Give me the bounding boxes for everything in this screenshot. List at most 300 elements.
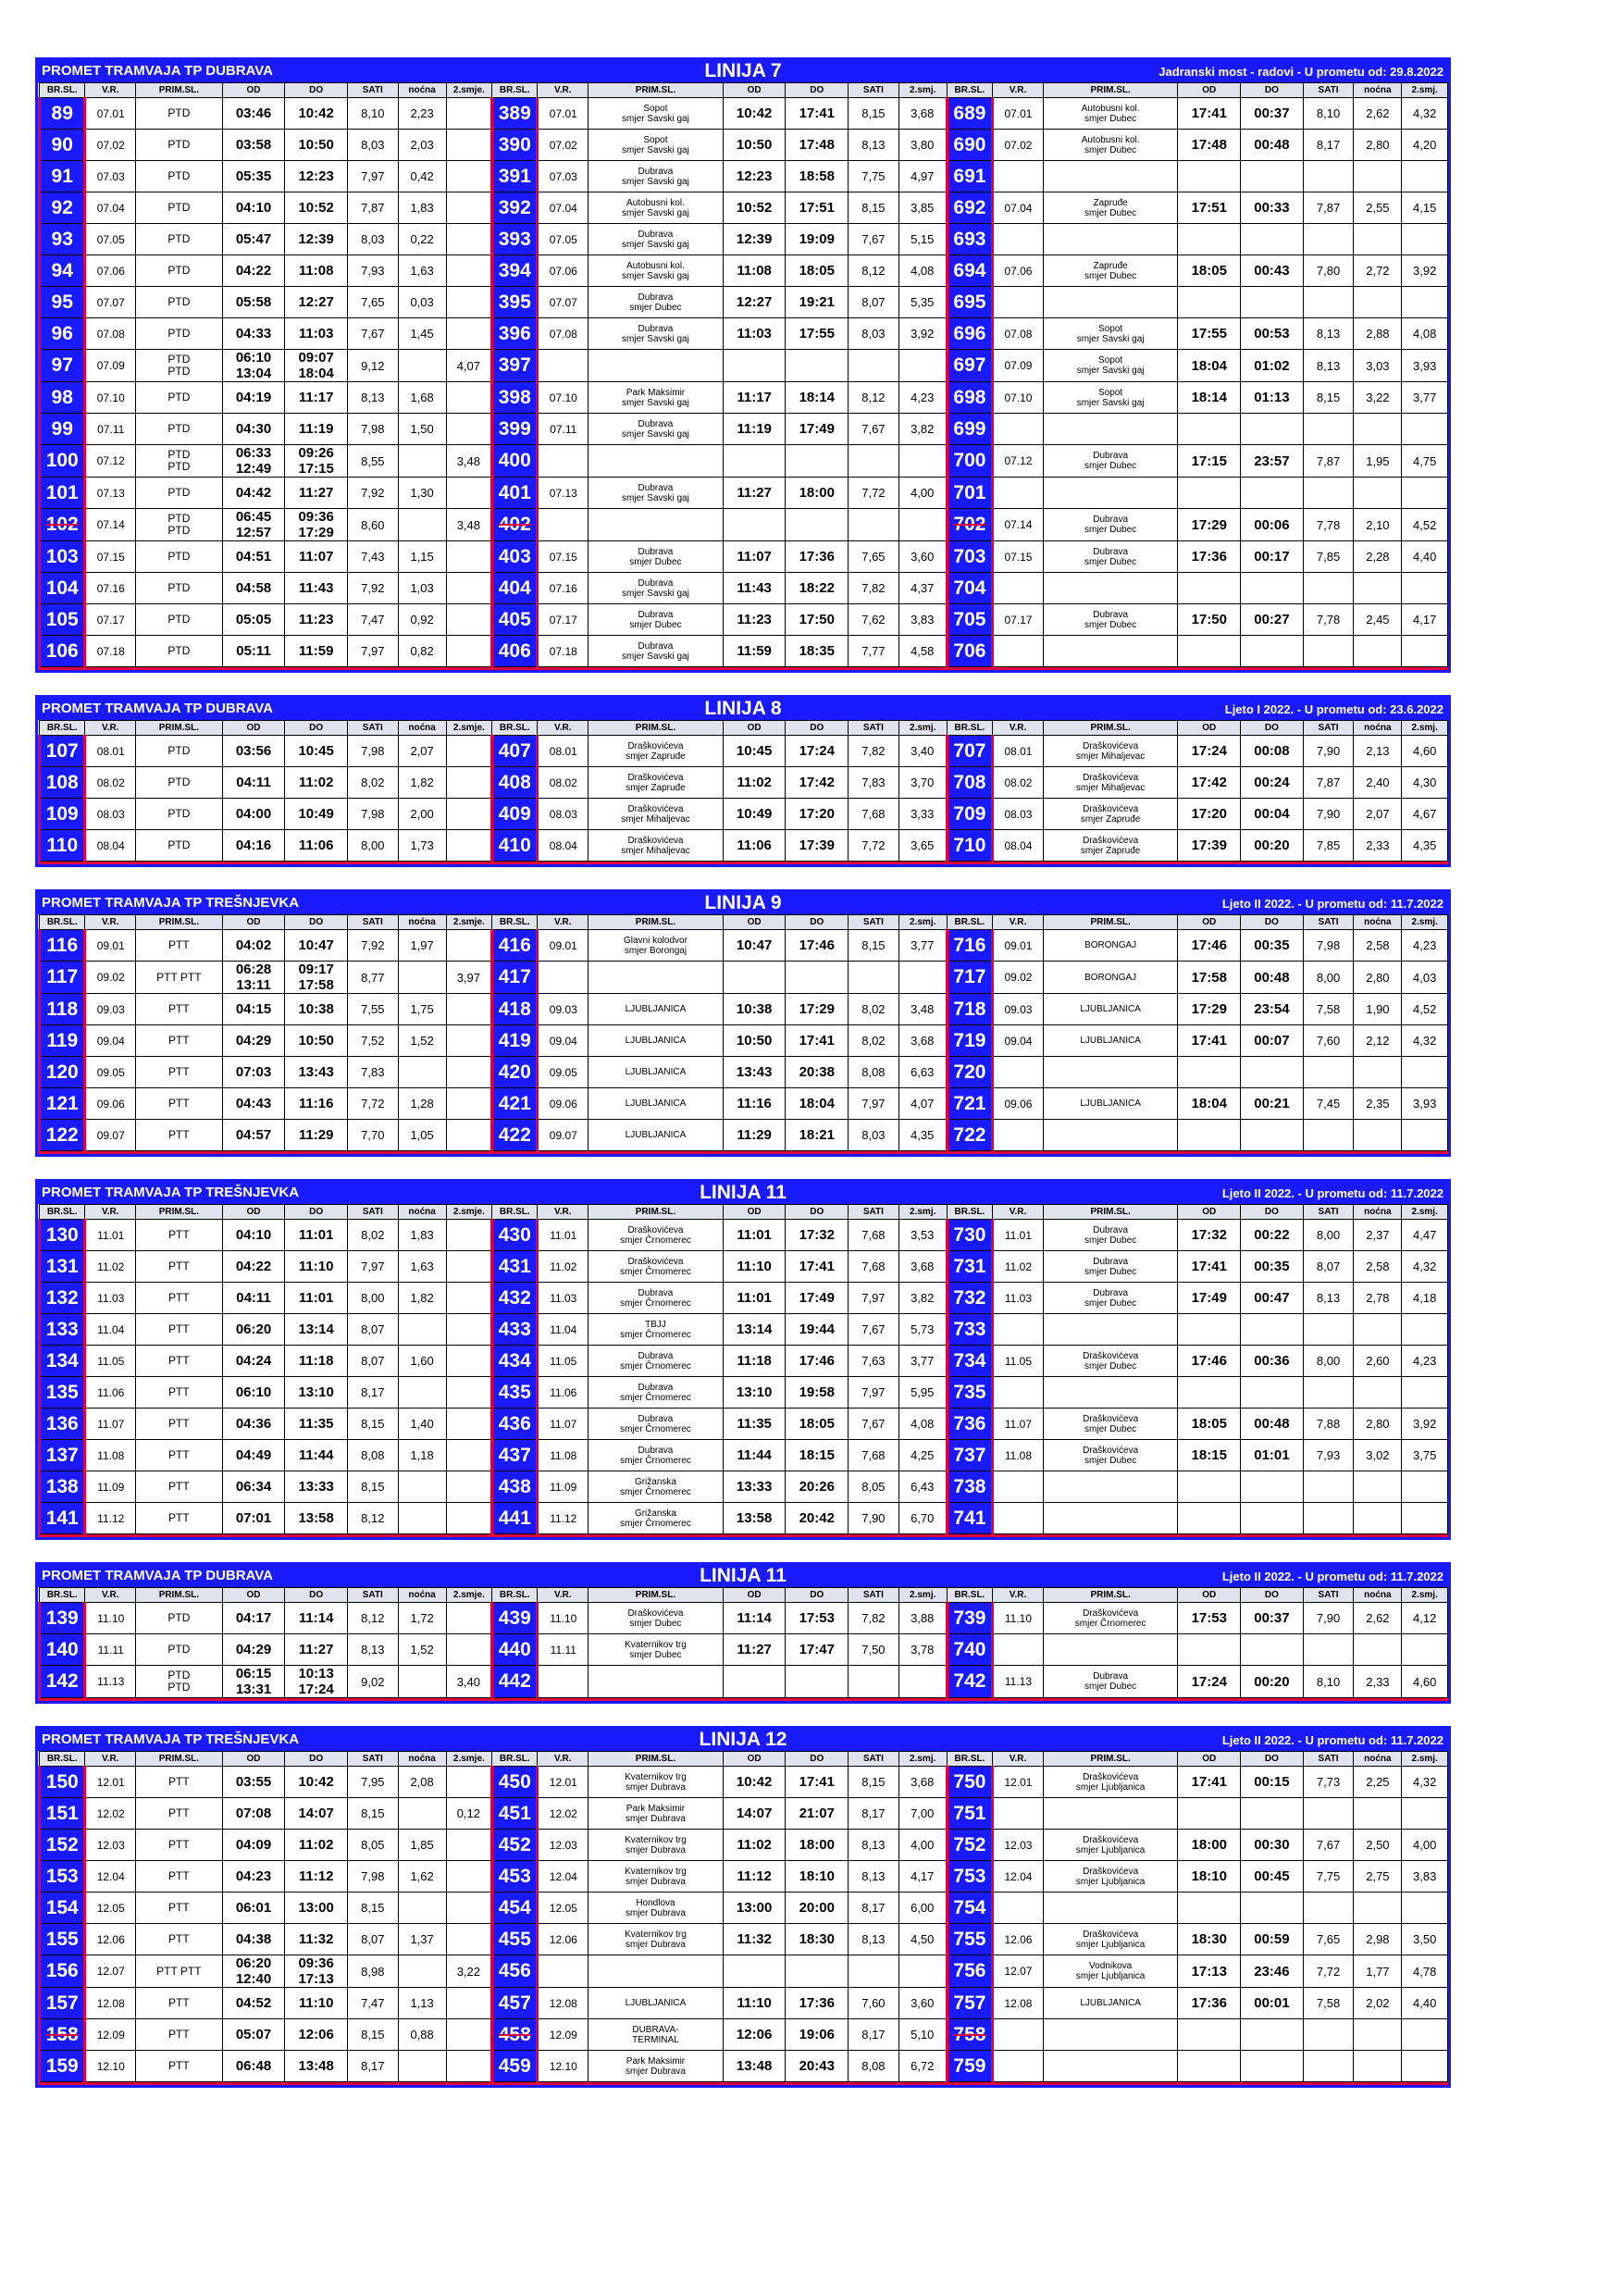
hours-cell: 7,90 bbox=[1303, 736, 1354, 767]
hours-cell: 8,08 bbox=[849, 2051, 899, 2082]
time-cell: 17:41 bbox=[786, 1251, 849, 1283]
time-cell: 17:32 bbox=[1178, 1220, 1241, 1251]
table-row bbox=[40, 1830, 1448, 1861]
route-code: 07.18 bbox=[85, 636, 136, 667]
time-cell: 17:13 bbox=[1178, 1955, 1241, 1988]
time-cell: 19:44 bbox=[786, 1314, 849, 1346]
column-header: BR.SL. bbox=[492, 915, 538, 930]
hours-cell: 3,92 bbox=[1402, 255, 1448, 287]
time-cell: 13:10 bbox=[723, 1377, 786, 1409]
handover-point bbox=[1043, 573, 1178, 604]
hours-cell bbox=[1354, 1377, 1402, 1409]
time-cell bbox=[723, 445, 786, 478]
handover-point bbox=[1043, 1120, 1178, 1151]
run-number: 750 bbox=[947, 1767, 992, 1798]
column-header: SATI bbox=[347, 1205, 398, 1220]
column-header: OD bbox=[222, 1752, 285, 1767]
time-cell: 13:14 bbox=[285, 1314, 348, 1346]
column-header: PRIM.SL. bbox=[1043, 721, 1178, 736]
hours-cell: 2,23 bbox=[398, 98, 446, 130]
route-code: 11.06 bbox=[538, 1377, 588, 1409]
handover-point bbox=[1043, 1314, 1178, 1346]
hours-cell bbox=[398, 1057, 446, 1088]
route-code bbox=[993, 1798, 1044, 1830]
run-number: 738 bbox=[947, 1471, 992, 1503]
hours-cell bbox=[1402, 1503, 1448, 1534]
time-cell: 11:07 bbox=[285, 541, 348, 573]
hours-cell: 7,67 bbox=[849, 1409, 899, 1440]
route-code: 09.06 bbox=[85, 1088, 136, 1120]
run-number: 397 bbox=[492, 350, 538, 382]
time-cell bbox=[1241, 287, 1304, 318]
time-cell bbox=[1241, 1893, 1304, 1924]
hours-cell bbox=[1402, 1471, 1448, 1503]
time-cell: 11:32 bbox=[723, 1924, 786, 1955]
route-code: 09.04 bbox=[85, 1025, 136, 1057]
run-number: 390 bbox=[492, 130, 538, 161]
time-cell: 19:21 bbox=[786, 287, 849, 318]
route-code bbox=[993, 1377, 1044, 1409]
hours-cell bbox=[1303, 573, 1354, 604]
hours-cell: 7,93 bbox=[1303, 1440, 1354, 1471]
hours-cell: 4,07 bbox=[446, 350, 491, 382]
table-row bbox=[40, 255, 1448, 287]
route-code: 08.01 bbox=[538, 736, 588, 767]
column-header: 2.smje. bbox=[446, 1752, 491, 1767]
hours-cell: 7,85 bbox=[1303, 830, 1354, 862]
table-row bbox=[40, 2019, 1448, 2051]
column-header: PRIM.SL. bbox=[1043, 1205, 1178, 1220]
hours-cell: 7,47 bbox=[347, 1988, 398, 2019]
time-cell: 04:43 bbox=[222, 1088, 285, 1120]
depot-code: PTD bbox=[136, 636, 223, 667]
column-header: PRIM.SL. bbox=[136, 1205, 223, 1220]
route-code: 07.06 bbox=[538, 255, 588, 287]
run-number: 393 bbox=[492, 224, 538, 255]
time-cell: 18:05 bbox=[786, 1409, 849, 1440]
time-cell bbox=[1178, 1120, 1241, 1151]
run-number: 731 bbox=[947, 1251, 992, 1283]
time-cell: 17:49 bbox=[786, 414, 849, 445]
time-cell bbox=[1178, 478, 1241, 509]
time-cell: 00:01 bbox=[1241, 1988, 1304, 2019]
hours-cell: 7,47 bbox=[347, 604, 398, 636]
column-header: V.R. bbox=[993, 1752, 1044, 1767]
column-header: DO bbox=[1241, 1752, 1304, 1767]
column-header: BR.SL. bbox=[40, 1588, 85, 1603]
hours-cell: 2,45 bbox=[1354, 604, 1402, 636]
hours-cell: 3,92 bbox=[1402, 1409, 1448, 1440]
hours-cell bbox=[1402, 2019, 1448, 2051]
run-number: 141 bbox=[40, 1503, 85, 1534]
time-cell: 18:30 bbox=[1178, 1924, 1241, 1955]
hours-cell bbox=[446, 1440, 491, 1471]
column-header: SATI bbox=[347, 1752, 398, 1767]
route-code: 07.03 bbox=[85, 161, 136, 192]
hours-cell bbox=[1402, 2051, 1448, 2082]
section-bottom-rule bbox=[38, 862, 1448, 864]
table-row bbox=[40, 445, 1448, 478]
hours-cell bbox=[446, 192, 491, 224]
hours-cell bbox=[398, 1377, 446, 1409]
time-cell: 04:29 bbox=[222, 1634, 285, 1666]
route-code: 11.04 bbox=[538, 1314, 588, 1346]
hours-cell: 8,60 bbox=[347, 509, 398, 541]
hours-cell: 2,37 bbox=[1354, 1220, 1402, 1251]
hours-cell: 1,13 bbox=[398, 1988, 446, 2019]
handover-point: Draškovićeva smjer Dubec bbox=[588, 1603, 724, 1634]
time-cell: 04:10 bbox=[222, 192, 285, 224]
line-title: LINIJA 12 bbox=[699, 1729, 787, 1750]
column-header: SATI bbox=[849, 721, 899, 736]
hours-cell: 8,02 bbox=[347, 1220, 398, 1251]
hours-cell: 7,97 bbox=[347, 636, 398, 667]
hours-cell: 8,17 bbox=[347, 2051, 398, 2082]
run-number: 137 bbox=[40, 1440, 85, 1471]
table-row bbox=[40, 1283, 1448, 1314]
run-number: 439 bbox=[492, 1603, 538, 1634]
time-cell: 11:08 bbox=[285, 255, 348, 287]
route-code bbox=[538, 962, 588, 994]
hours-cell: 0,12 bbox=[446, 1798, 491, 1830]
time-cell: 13:48 bbox=[285, 2051, 348, 2082]
run-number: 401 bbox=[492, 478, 538, 509]
time-cell: 00:33 bbox=[1241, 192, 1304, 224]
column-header: BR.SL. bbox=[947, 1752, 992, 1767]
hours-cell bbox=[849, 509, 899, 541]
column-header: OD bbox=[222, 1588, 285, 1603]
hours-cell: 7,82 bbox=[849, 736, 899, 767]
handover-point bbox=[1043, 478, 1178, 509]
hours-cell: 4,60 bbox=[1402, 736, 1448, 767]
hours-cell bbox=[1303, 1503, 1354, 1534]
column-header: SATI bbox=[1303, 1205, 1354, 1220]
time-cell: 00:48 bbox=[1241, 962, 1304, 994]
hours-cell bbox=[1354, 224, 1402, 255]
run-number: 722 bbox=[947, 1120, 992, 1151]
column-header: OD bbox=[1178, 915, 1241, 930]
run-number: 422 bbox=[492, 1120, 538, 1151]
time-cell: 04:57 bbox=[222, 1120, 285, 1151]
time-cell: 13:10 bbox=[285, 1377, 348, 1409]
handover-point: Hondlova smjer Dubrava bbox=[588, 1893, 724, 1924]
time-cell: 11:29 bbox=[723, 1120, 786, 1151]
hours-cell bbox=[1303, 1798, 1354, 1830]
column-header: OD bbox=[222, 83, 285, 98]
time-cell: 00:20 bbox=[1241, 1666, 1304, 1698]
route-code: 08.04 bbox=[85, 830, 136, 862]
handover-point bbox=[1043, 287, 1178, 318]
hours-cell: 4,67 bbox=[1402, 799, 1448, 830]
hours-cell bbox=[446, 1025, 491, 1057]
run-number: 692 bbox=[947, 192, 992, 224]
time-cell: 18:35 bbox=[786, 636, 849, 667]
hours-cell: 8,00 bbox=[347, 830, 398, 862]
time-cell: 05:35 bbox=[222, 161, 285, 192]
column-header: DO bbox=[285, 83, 348, 98]
hours-cell: 8,08 bbox=[347, 1440, 398, 1471]
time-cell bbox=[1241, 1377, 1304, 1409]
hours-cell bbox=[446, 130, 491, 161]
route-code: 11.01 bbox=[85, 1220, 136, 1251]
hours-cell: 2,72 bbox=[1354, 255, 1402, 287]
depot-label: PROMET TRAMVAJA TP DUBRAVA bbox=[42, 1568, 274, 1583]
hours-cell: 4,40 bbox=[1402, 541, 1448, 573]
hours-cell: 7,43 bbox=[347, 541, 398, 573]
column-header: DO bbox=[285, 915, 348, 930]
depot-code: PTT PTT bbox=[136, 962, 223, 994]
column-header: SATI bbox=[347, 1588, 398, 1603]
table-row bbox=[40, 1893, 1448, 1924]
time-cell: 11:12 bbox=[285, 1861, 348, 1893]
column-header: DO bbox=[786, 915, 849, 930]
column-header: OD bbox=[222, 721, 285, 736]
hours-cell: 4,35 bbox=[898, 1120, 947, 1151]
route-code: 08.04 bbox=[993, 830, 1044, 862]
hours-cell: 6,72 bbox=[898, 2051, 947, 2082]
time-cell: 13:14 bbox=[723, 1314, 786, 1346]
hours-cell: 4,00 bbox=[898, 478, 947, 509]
column-header: OD bbox=[1178, 1588, 1241, 1603]
handover-point: Draškovićeva smjer Ljubljanica bbox=[1043, 1924, 1178, 1955]
route-code: 09.03 bbox=[85, 994, 136, 1025]
run-number: 101 bbox=[40, 478, 85, 509]
schedule-section bbox=[35, 1726, 1451, 2088]
handover-point: BORONGAJ bbox=[1043, 930, 1178, 962]
depot-code: PTD PTD bbox=[136, 445, 223, 478]
time-cell: 17:42 bbox=[786, 767, 849, 799]
hours-cell bbox=[398, 509, 446, 541]
hours-cell bbox=[446, 1409, 491, 1440]
column-header: DO bbox=[786, 721, 849, 736]
route-code: 11.13 bbox=[993, 1666, 1044, 1698]
hours-cell bbox=[1354, 2019, 1402, 2051]
hours-cell: 4,32 bbox=[1402, 1025, 1448, 1057]
hours-cell bbox=[898, 1666, 947, 1698]
route-code: 08.03 bbox=[993, 799, 1044, 830]
table-row bbox=[40, 161, 1448, 192]
time-cell bbox=[1178, 573, 1241, 604]
hours-cell: 7,98 bbox=[1303, 930, 1354, 962]
route-code: 12.10 bbox=[85, 2051, 136, 2082]
depot-code: PTD bbox=[136, 767, 223, 799]
hours-cell bbox=[446, 799, 491, 830]
hours-cell bbox=[849, 445, 899, 478]
validity-note: Ljeto II 2022. - U prometu od: 11.7.2022 bbox=[1221, 1733, 1443, 1747]
run-number: 719 bbox=[947, 1025, 992, 1057]
depot-code: PTT bbox=[136, 1988, 223, 2019]
time-cell: 17:39 bbox=[786, 830, 849, 862]
handover-point: Glavni kolodvor smjer Borongaj bbox=[588, 930, 724, 962]
hours-cell bbox=[1303, 1893, 1354, 1924]
hours-cell: 3,60 bbox=[898, 1988, 947, 2019]
time-cell: 04:58 bbox=[222, 573, 285, 604]
hours-cell bbox=[446, 573, 491, 604]
depot-code: PTD bbox=[136, 382, 223, 414]
run-number: 409 bbox=[492, 799, 538, 830]
route-code: 09.04 bbox=[538, 1025, 588, 1057]
handover-point: Draškovićeva smjer Dubec bbox=[1043, 1346, 1178, 1377]
time-cell: 17:41 bbox=[786, 1767, 849, 1798]
column-header: noćna bbox=[398, 1205, 446, 1220]
hours-cell: 7,67 bbox=[849, 414, 899, 445]
hours-cell bbox=[1354, 161, 1402, 192]
handover-point: Kvaternikov trg smjer Dubrava bbox=[588, 1767, 724, 1798]
hours-cell bbox=[446, 1314, 491, 1346]
section-header bbox=[38, 892, 1448, 914]
handover-point: Draškovićeva smjer Dubec bbox=[1043, 1409, 1178, 1440]
handover-point: Draškovićeva smjer Mihaljevac bbox=[1043, 767, 1178, 799]
column-header: BR.SL. bbox=[40, 721, 85, 736]
time-cell: 11:23 bbox=[723, 604, 786, 636]
route-code bbox=[538, 445, 588, 478]
depot-code: PTT bbox=[136, 1798, 223, 1830]
column-header: 2.smj. bbox=[1402, 721, 1448, 736]
time-cell: 01:13 bbox=[1241, 382, 1304, 414]
hours-cell bbox=[1402, 478, 1448, 509]
column-header: noćna bbox=[1354, 1205, 1402, 1220]
time-cell bbox=[1178, 287, 1241, 318]
hours-cell: 2,60 bbox=[1354, 1346, 1402, 1377]
run-number: 110 bbox=[40, 830, 85, 862]
hours-cell: 7,58 bbox=[1303, 994, 1354, 1025]
run-number: 105 bbox=[40, 604, 85, 636]
time-cell: 11:29 bbox=[285, 1120, 348, 1151]
time-cell: 11:01 bbox=[723, 1220, 786, 1251]
hours-cell: 8,07 bbox=[347, 1314, 398, 1346]
time-cell: 00:37 bbox=[1241, 1603, 1304, 1634]
handover-point: Kvaternikov trg smjer Dubrava bbox=[588, 1830, 724, 1861]
hours-cell: 7,72 bbox=[849, 830, 899, 862]
time-cell: 10:42 bbox=[285, 1767, 348, 1798]
hours-cell bbox=[446, 1830, 491, 1861]
run-number: 451 bbox=[492, 1798, 538, 1830]
time-cell: 18:00 bbox=[1178, 1830, 1241, 1861]
column-header: OD bbox=[723, 915, 786, 930]
hours-cell bbox=[398, 1893, 446, 1924]
handover-point bbox=[588, 962, 724, 994]
route-code: 12.03 bbox=[993, 1830, 1044, 1861]
hours-cell: 8,55 bbox=[347, 445, 398, 478]
table-row bbox=[40, 799, 1448, 830]
hours-cell: 0,03 bbox=[398, 287, 446, 318]
depot-code: PTT bbox=[136, 1251, 223, 1283]
route-code: 11.13 bbox=[85, 1666, 136, 1698]
run-number: 718 bbox=[947, 994, 992, 1025]
column-header: BR.SL. bbox=[947, 83, 992, 98]
hours-cell bbox=[446, 2051, 491, 2082]
line-title: LINIJA 8 bbox=[704, 698, 782, 719]
table-row bbox=[40, 1861, 1448, 1893]
schedule-table bbox=[38, 1204, 1448, 1534]
hours-cell: 2,98 bbox=[1354, 1924, 1402, 1955]
route-code: 11.09 bbox=[85, 1471, 136, 1503]
hours-cell: 7,80 bbox=[1303, 255, 1354, 287]
depot-code: PTT bbox=[136, 1088, 223, 1120]
hours-cell bbox=[1303, 1314, 1354, 1346]
column-header: BR.SL. bbox=[492, 83, 538, 98]
time-cell: 11:19 bbox=[723, 414, 786, 445]
time-cell: 11:01 bbox=[285, 1220, 348, 1251]
handover-point: Sopot smjer Savski gaj bbox=[1043, 382, 1178, 414]
route-code bbox=[993, 161, 1044, 192]
column-header: 2.smj. bbox=[1402, 915, 1448, 930]
run-number: 698 bbox=[947, 382, 992, 414]
route-code bbox=[993, 2051, 1044, 2082]
column-header: BR.SL. bbox=[947, 721, 992, 736]
hours-cell bbox=[1402, 1057, 1448, 1088]
time-cell: 18:00 bbox=[786, 1830, 849, 1861]
column-header: BR.SL. bbox=[40, 83, 85, 98]
column-header: DO bbox=[786, 1752, 849, 1767]
hours-cell: 1,52 bbox=[398, 1025, 446, 1057]
run-number: 140 bbox=[40, 1634, 85, 1666]
run-number: 142 bbox=[40, 1666, 85, 1698]
hours-cell: 7,87 bbox=[1303, 192, 1354, 224]
time-cell: 00:27 bbox=[1241, 604, 1304, 636]
hours-cell: 7,97 bbox=[849, 1377, 899, 1409]
run-number: 757 bbox=[947, 1988, 992, 2019]
hours-cell: 7,55 bbox=[347, 994, 398, 1025]
time-cell bbox=[1241, 1798, 1304, 1830]
route-code bbox=[993, 1057, 1044, 1088]
time-cell: 13:00 bbox=[285, 1893, 348, 1924]
handover-point: Park Maksimir smjer Savski gaj bbox=[588, 382, 724, 414]
handover-point bbox=[1043, 224, 1178, 255]
time-cell: 10:42 bbox=[285, 98, 348, 130]
hours-cell: 8,10 bbox=[1303, 1666, 1354, 1698]
hours-cell bbox=[398, 445, 446, 478]
hours-cell bbox=[898, 962, 947, 994]
hours-cell: 8,07 bbox=[347, 1346, 398, 1377]
hours-cell bbox=[1303, 1057, 1354, 1088]
run-number: 98 bbox=[40, 382, 85, 414]
hours-cell: 0,88 bbox=[398, 2019, 446, 2051]
route-code: 11.02 bbox=[993, 1251, 1044, 1283]
route-code: 11.08 bbox=[85, 1440, 136, 1471]
run-number: 135 bbox=[40, 1377, 85, 1409]
hours-cell bbox=[446, 1283, 491, 1314]
run-number: 159 bbox=[40, 2051, 85, 2082]
time-cell: 11:59 bbox=[285, 636, 348, 667]
route-code: 11.03 bbox=[85, 1283, 136, 1314]
time-cell bbox=[1178, 1314, 1241, 1346]
time-cell: 17:15 bbox=[1178, 445, 1241, 478]
route-code: 09.01 bbox=[538, 930, 588, 962]
hours-cell: 7,87 bbox=[347, 192, 398, 224]
hours-cell: 8,15 bbox=[347, 1409, 398, 1440]
column-header: OD bbox=[723, 1752, 786, 1767]
time-cell bbox=[1241, 414, 1304, 445]
table-row bbox=[40, 287, 1448, 318]
run-number: 155 bbox=[40, 1924, 85, 1955]
time-cell: 11:27 bbox=[285, 1634, 348, 1666]
handover-point: Draškovićeva smjer Mihaljevac bbox=[588, 799, 724, 830]
run-number: 732 bbox=[947, 1283, 992, 1314]
run-number: 152 bbox=[40, 1830, 85, 1861]
route-code bbox=[993, 1503, 1044, 1534]
hours-cell bbox=[1303, 1471, 1354, 1503]
column-header: 2.smje. bbox=[446, 1205, 491, 1220]
route-code: 12.09 bbox=[85, 2019, 136, 2051]
run-number: 130 bbox=[40, 1220, 85, 1251]
hours-cell: 3,68 bbox=[898, 98, 947, 130]
route-code: 07.04 bbox=[85, 192, 136, 224]
run-number: 118 bbox=[40, 994, 85, 1025]
hours-cell: 4,52 bbox=[1402, 994, 1448, 1025]
time-cell: 14:07 bbox=[285, 1798, 348, 1830]
depot-code: PTT bbox=[136, 1409, 223, 1440]
